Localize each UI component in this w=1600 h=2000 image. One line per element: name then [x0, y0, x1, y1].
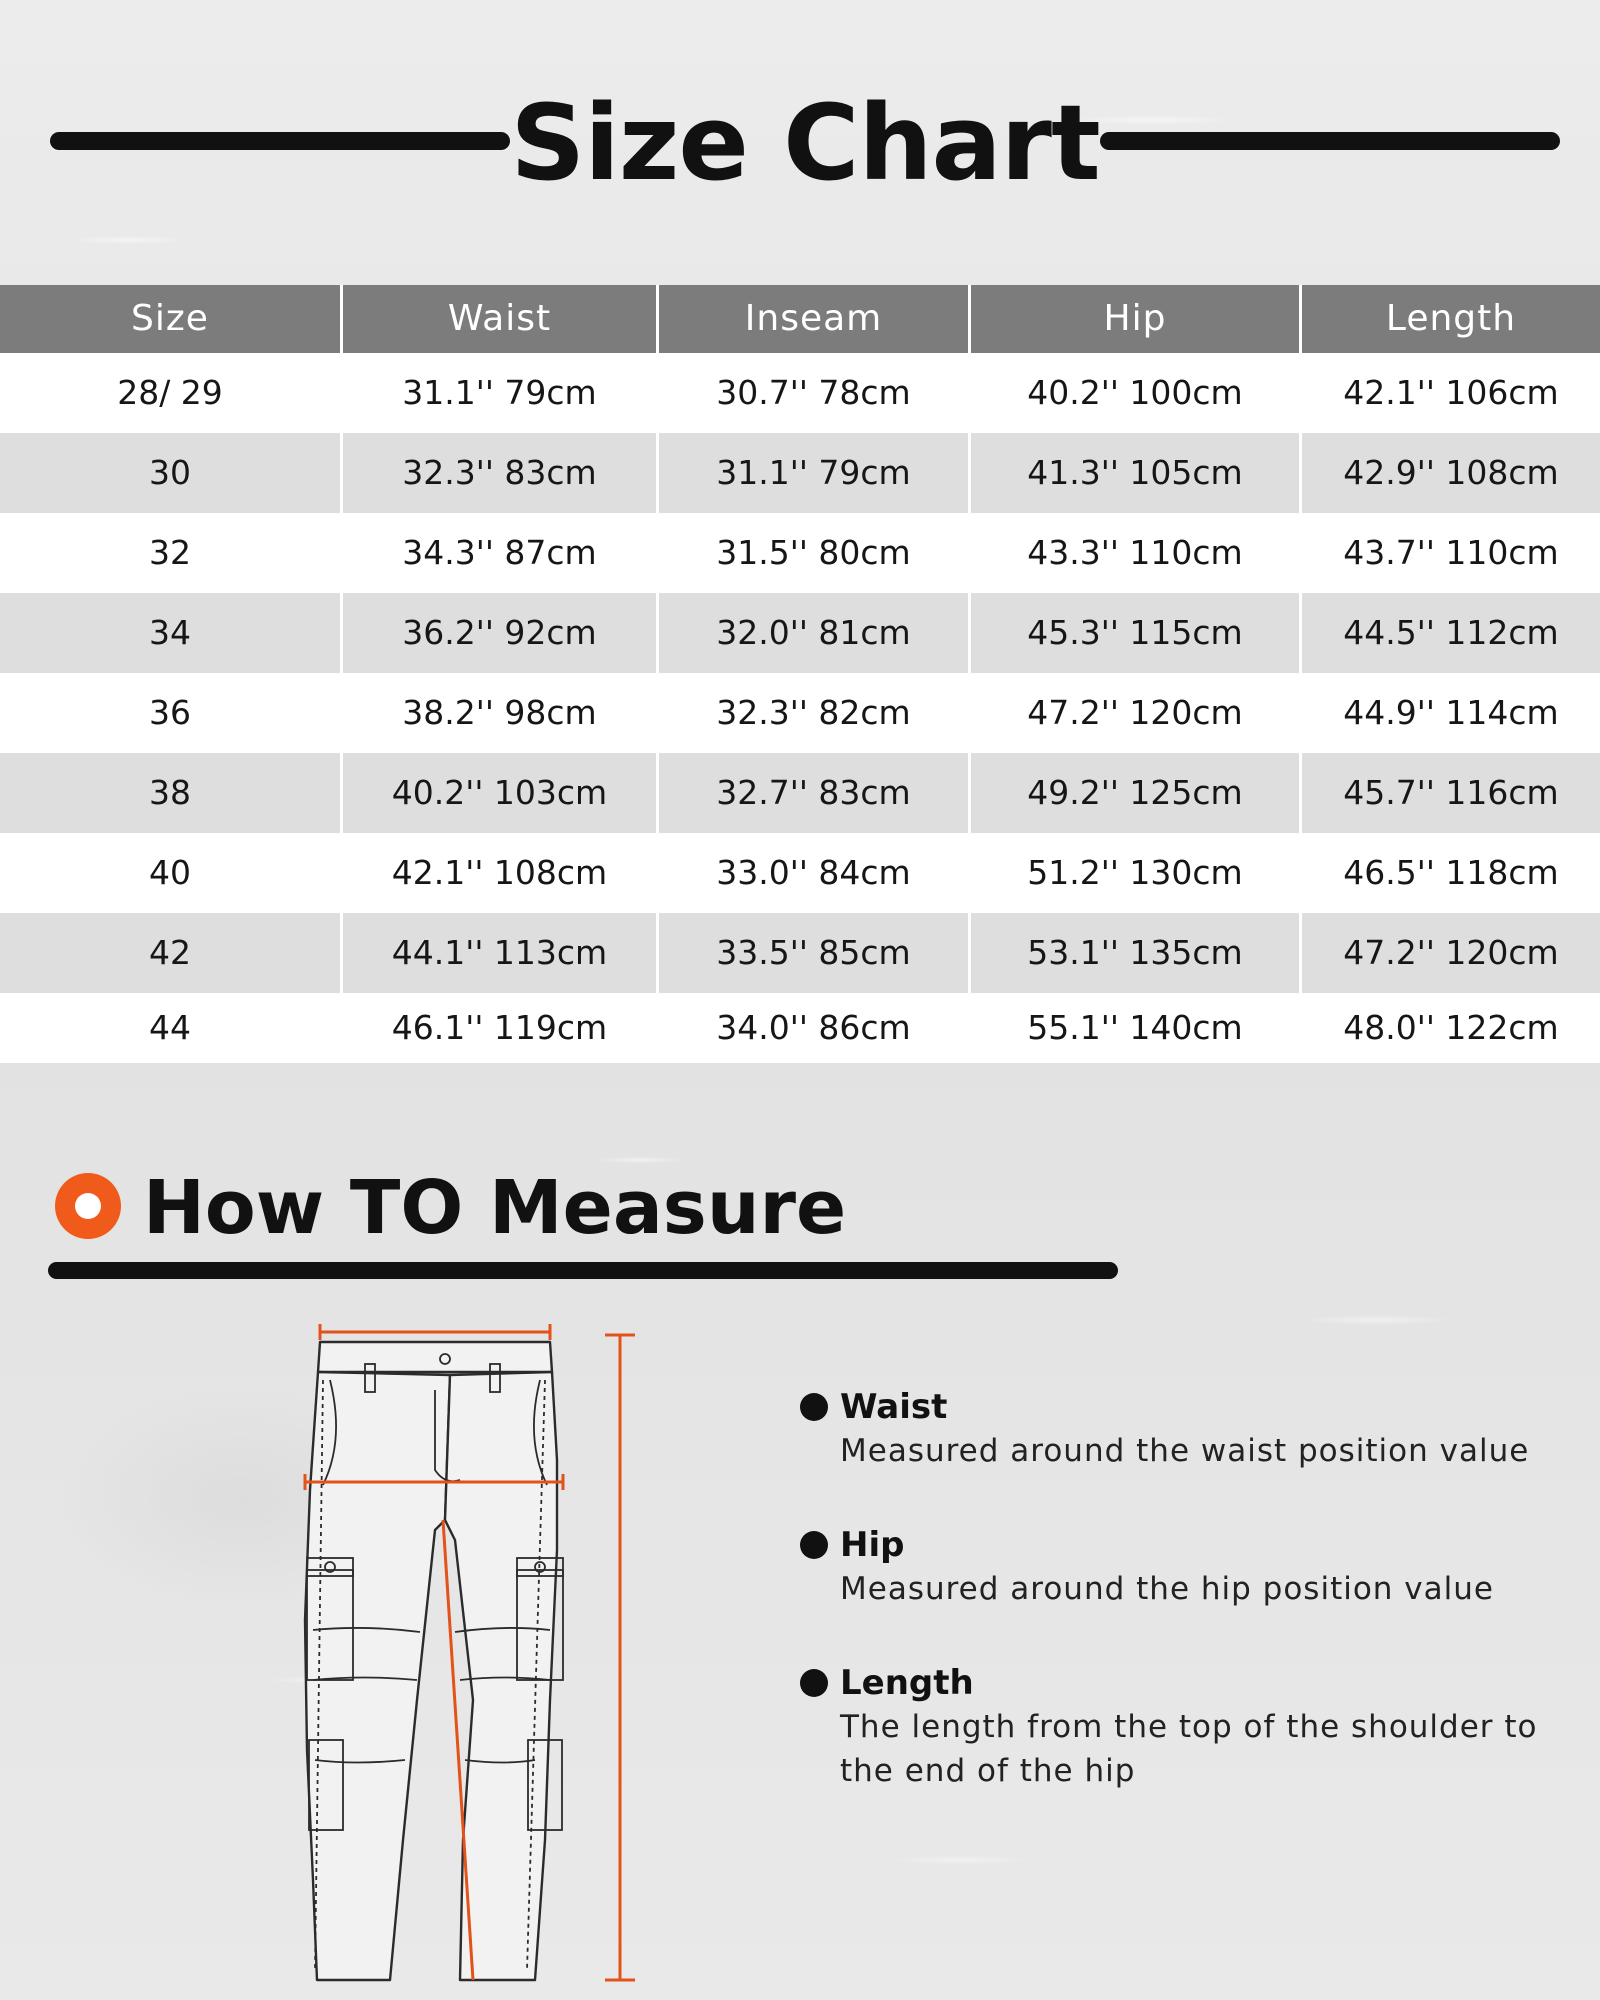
circle-bullet-icon — [800, 1531, 828, 1559]
legend-item-hip — [800, 1523, 1560, 1611]
table-cell-hip: 53.1'' 135cm — [971, 913, 1302, 993]
table-cell-inseam: 32.0'' 81cm — [659, 593, 971, 673]
table-row — [0, 353, 1600, 433]
table-row — [0, 993, 1600, 1063]
column-header-length: Length — [1385, 298, 1517, 339]
table-cell-length: 44.5'' 112cm — [1343, 613, 1559, 652]
title-line-left — [50, 132, 510, 150]
circle-bullet-icon — [800, 1669, 828, 1697]
how-to-measure-title: How TO Measure — [143, 1165, 847, 1251]
column-header-inseam: Inseam — [659, 285, 971, 353]
table-cell-inseam: 30.7'' 78cm — [659, 353, 971, 433]
table-body — [0, 353, 1600, 1063]
table-cell-hip: 40.2'' 100cm — [971, 353, 1302, 433]
table-cell-waist: 34.3'' 87cm — [343, 513, 659, 593]
table-header — [0, 285, 1600, 353]
column-header-waist: Waist — [343, 285, 659, 353]
table-cell-size: 42 — [0, 913, 343, 993]
table-cell-inseam: 31.5'' 80cm — [659, 513, 971, 593]
title-line-right — [1100, 132, 1560, 150]
table-row — [0, 913, 1600, 993]
table-cell-hip: 51.2'' 130cm — [971, 833, 1302, 913]
table-cell-inseam: 32.3'' 82cm — [659, 673, 971, 753]
table-cell-length: 47.2'' 120cm — [1343, 933, 1559, 972]
size-table — [0, 285, 1600, 1063]
table-cell-waist: 42.1'' 108cm — [343, 833, 659, 913]
column-header-hip: Hip — [971, 285, 1302, 353]
page-title: Size Chart — [510, 82, 1100, 204]
circle-bullet-icon — [55, 1173, 121, 1239]
table-cell-length: 48.0'' 122cm — [1343, 1008, 1559, 1047]
table-cell-inseam: 33.0'' 84cm — [659, 833, 971, 913]
legend-description: The length from the top of the shoulder to the end of the hip — [840, 1709, 1538, 1789]
legend-title: Hip — [840, 1525, 905, 1565]
table-cell-waist: 32.3'' 83cm — [343, 433, 659, 513]
measure-legend — [800, 1385, 1560, 1843]
table-cell-hip: 55.1'' 140cm — [971, 993, 1302, 1063]
table-cell-length: 45.7'' 116cm — [1343, 773, 1559, 812]
table-cell-length: 43.7'' 110cm — [1343, 533, 1559, 572]
table-cell-size: 32 — [0, 513, 343, 593]
legend-title: Waist — [840, 1387, 948, 1427]
table-cell-length: 42.9'' 108cm — [1343, 453, 1559, 492]
table-cell-size: 36 — [0, 673, 343, 753]
table-cell-length: 44.9'' 114cm — [1343, 693, 1559, 732]
table-cell-waist: 44.1'' 113cm — [343, 913, 659, 993]
table-cell-hip: 41.3'' 105cm — [971, 433, 1302, 513]
table-cell-waist: 36.2'' 92cm — [343, 593, 659, 673]
table-cell-size: 40 — [0, 833, 343, 913]
table-row — [0, 593, 1600, 673]
table-cell-length: 42.1'' 106cm — [1343, 373, 1559, 412]
table-cell-waist: 31.1'' 79cm — [343, 353, 659, 433]
legend-item-length — [800, 1661, 1560, 1793]
table-cell-hip: 45.3'' 115cm — [971, 593, 1302, 673]
table-cell-waist: 46.1'' 119cm — [343, 993, 659, 1063]
table-row — [0, 753, 1600, 833]
table-cell-hip: 47.2'' 120cm — [971, 673, 1302, 753]
table-cell-inseam: 32.7'' 83cm — [659, 753, 971, 833]
legend-item-waist — [800, 1385, 1560, 1473]
table-row — [0, 673, 1600, 753]
legend-description: Measured around the hip position value — [840, 1571, 1494, 1607]
table-cell-waist: 40.2'' 103cm — [343, 753, 659, 833]
legend-description: Measured around the waist position value — [840, 1433, 1530, 1469]
table-cell-hip: 49.2'' 125cm — [971, 753, 1302, 833]
table-cell-waist: 38.2'' 98cm — [343, 673, 659, 753]
pants-diagram-icon — [295, 1320, 645, 1990]
table-row — [0, 513, 1600, 593]
table-cell-inseam: 34.0'' 86cm — [659, 993, 971, 1063]
table-cell-size: 30 — [0, 433, 343, 513]
table-cell-size: 28/ 29 — [0, 353, 343, 433]
circle-bullet-icon — [800, 1393, 828, 1421]
table-cell-size: 34 — [0, 593, 343, 673]
table-cell-size: 44 — [0, 993, 343, 1063]
legend-title: Length — [840, 1663, 974, 1703]
column-header-size: Size — [0, 285, 343, 353]
table-row — [0, 433, 1600, 513]
table-row — [0, 833, 1600, 913]
table-cell-inseam: 33.5'' 85cm — [659, 913, 971, 993]
table-cell-size: 38 — [0, 753, 343, 833]
table-cell-hip: 43.3'' 110cm — [971, 513, 1302, 593]
heading-underline — [48, 1262, 1118, 1279]
title-row — [0, 78, 1600, 208]
table-cell-inseam: 31.1'' 79cm — [659, 433, 971, 513]
table-cell-length: 46.5'' 118cm — [1343, 853, 1559, 892]
